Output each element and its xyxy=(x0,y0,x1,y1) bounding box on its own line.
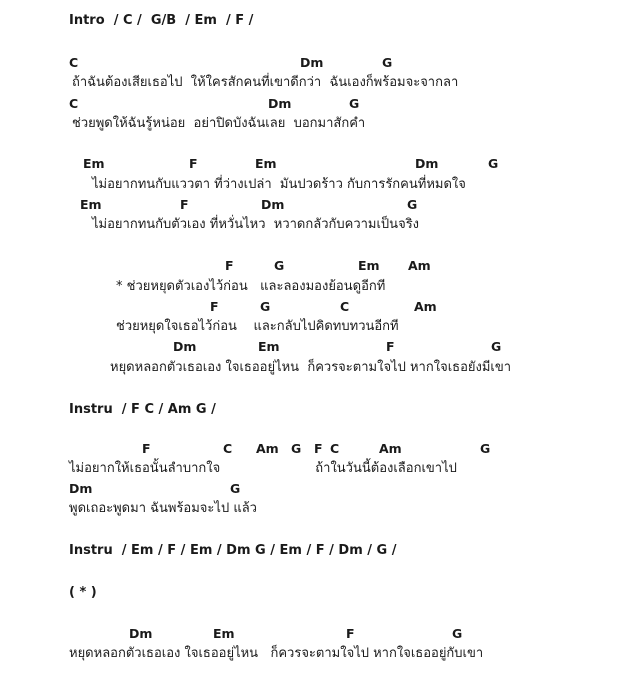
chord-label: C xyxy=(330,441,340,456)
chord-label: C xyxy=(223,441,233,456)
chord-label: G xyxy=(480,441,491,456)
lyric-line: ถ้าฉันต้องเสียเธอไป ให้ใครสักคนที่เขาดีกว่า ฉันเองก็พร้อมจะจากลา xyxy=(72,75,459,90)
chord-label: Dm xyxy=(415,156,439,171)
chord-label: G xyxy=(230,481,241,496)
lyric-line: หยุดหลอกตัวเธอเอง ใจเธออยู่ไหน ก็ควรจะตามใจไป หากใจเธอยังมีเขา xyxy=(110,360,512,375)
chord-label: Em xyxy=(258,339,280,354)
chord-label: G xyxy=(274,258,285,273)
chord-label: F xyxy=(346,626,355,641)
chord-row xyxy=(0,257,620,275)
repeat-marker: ( * ) xyxy=(69,585,97,600)
chord-label: G xyxy=(407,197,418,212)
chord-label: Am xyxy=(414,299,437,314)
chord-label: F xyxy=(210,299,219,314)
chord-label: Dm xyxy=(69,481,93,496)
chord-row xyxy=(0,625,620,643)
chord-label: C xyxy=(69,55,79,70)
chord-label: Dm xyxy=(300,55,324,70)
chord-label: F xyxy=(225,258,234,273)
lyric-line: ช่วยหยุดใจเธอไว้ก่อน และกลับไปคิดทบทวนอีกที xyxy=(116,319,399,334)
instru-line: Instru / Em / F / Em / Dm G / Em / F / Dm / G / xyxy=(69,543,397,558)
chord-row xyxy=(0,480,620,498)
chord-row xyxy=(0,155,620,173)
lyric-line: พูดเถอะพูดมา ฉันพร้อมจะไป แล้ว xyxy=(69,501,257,516)
chord-label: Am xyxy=(379,441,402,456)
chord-row xyxy=(0,196,620,214)
chord-label: G xyxy=(291,441,302,456)
chord-label: F xyxy=(142,441,151,456)
chord-label: Em xyxy=(358,258,380,273)
chord-label: Am xyxy=(256,441,279,456)
instru-line: Instru / F C / Am G / xyxy=(69,402,216,417)
chord-label: Em xyxy=(213,626,235,641)
chord-row xyxy=(0,298,620,316)
chord-label: G xyxy=(349,96,360,111)
chord-label: Dm xyxy=(261,197,285,212)
chord-label: G xyxy=(260,299,271,314)
lyric-line: ไม่อยากให้เธอนั้นลำบากใจ ถ้าในวันนี้ต้องเลือกเขาไป xyxy=(69,461,457,476)
chord-label: G xyxy=(452,626,463,641)
chord-label: F xyxy=(180,197,189,212)
chord-label: C xyxy=(340,299,350,314)
chord-row xyxy=(0,440,620,458)
chord-label: F xyxy=(189,156,198,171)
lyric-line: * ช่วยหยุดตัวเองไว้ก่อน และลองมองย้อนดูอีกที xyxy=(116,279,386,294)
chord-label: Dm xyxy=(129,626,153,641)
chord-label: C xyxy=(69,96,79,111)
chord-label: G xyxy=(382,55,393,70)
chord-label: Dm xyxy=(173,339,197,354)
chord-label: Dm xyxy=(268,96,292,111)
lyric-line: หยุดหลอกตัวเธอเอง ใจเธออยู่ไหน ก็ควรจะตามใจไป หากใจเธออยู่กับเขา xyxy=(69,646,484,661)
lyric-line: ไม่อยากทนกับตัวเอง ที่หวั่นไหว หวาดกลัวกับความเป็นจริง xyxy=(92,217,420,232)
chord-label: Em xyxy=(80,197,102,212)
chord-row xyxy=(0,54,620,72)
lyric-line: ไม่อยากทนกับแววตา ที่ว่างเปล่า มันปวดร้าว กับการรักคนที่หมดใจ xyxy=(92,177,466,192)
chord-label: Am xyxy=(408,258,431,273)
chord-label: F xyxy=(314,441,323,456)
chord-label: Em xyxy=(255,156,277,171)
chord-label: G xyxy=(488,156,499,171)
chord-row xyxy=(0,338,620,356)
chord-row xyxy=(0,95,620,113)
intro-line: Intro / C / G/B / Em / F / xyxy=(69,13,254,28)
lyric-line: ช่วยพูดให้ฉันรู้หน่อย อย่าปิดบังฉันเลย บอกมาสักคำ xyxy=(72,116,366,131)
chord-label: Em xyxy=(83,156,105,171)
chord-label: F xyxy=(386,339,395,354)
chord-label: G xyxy=(491,339,502,354)
